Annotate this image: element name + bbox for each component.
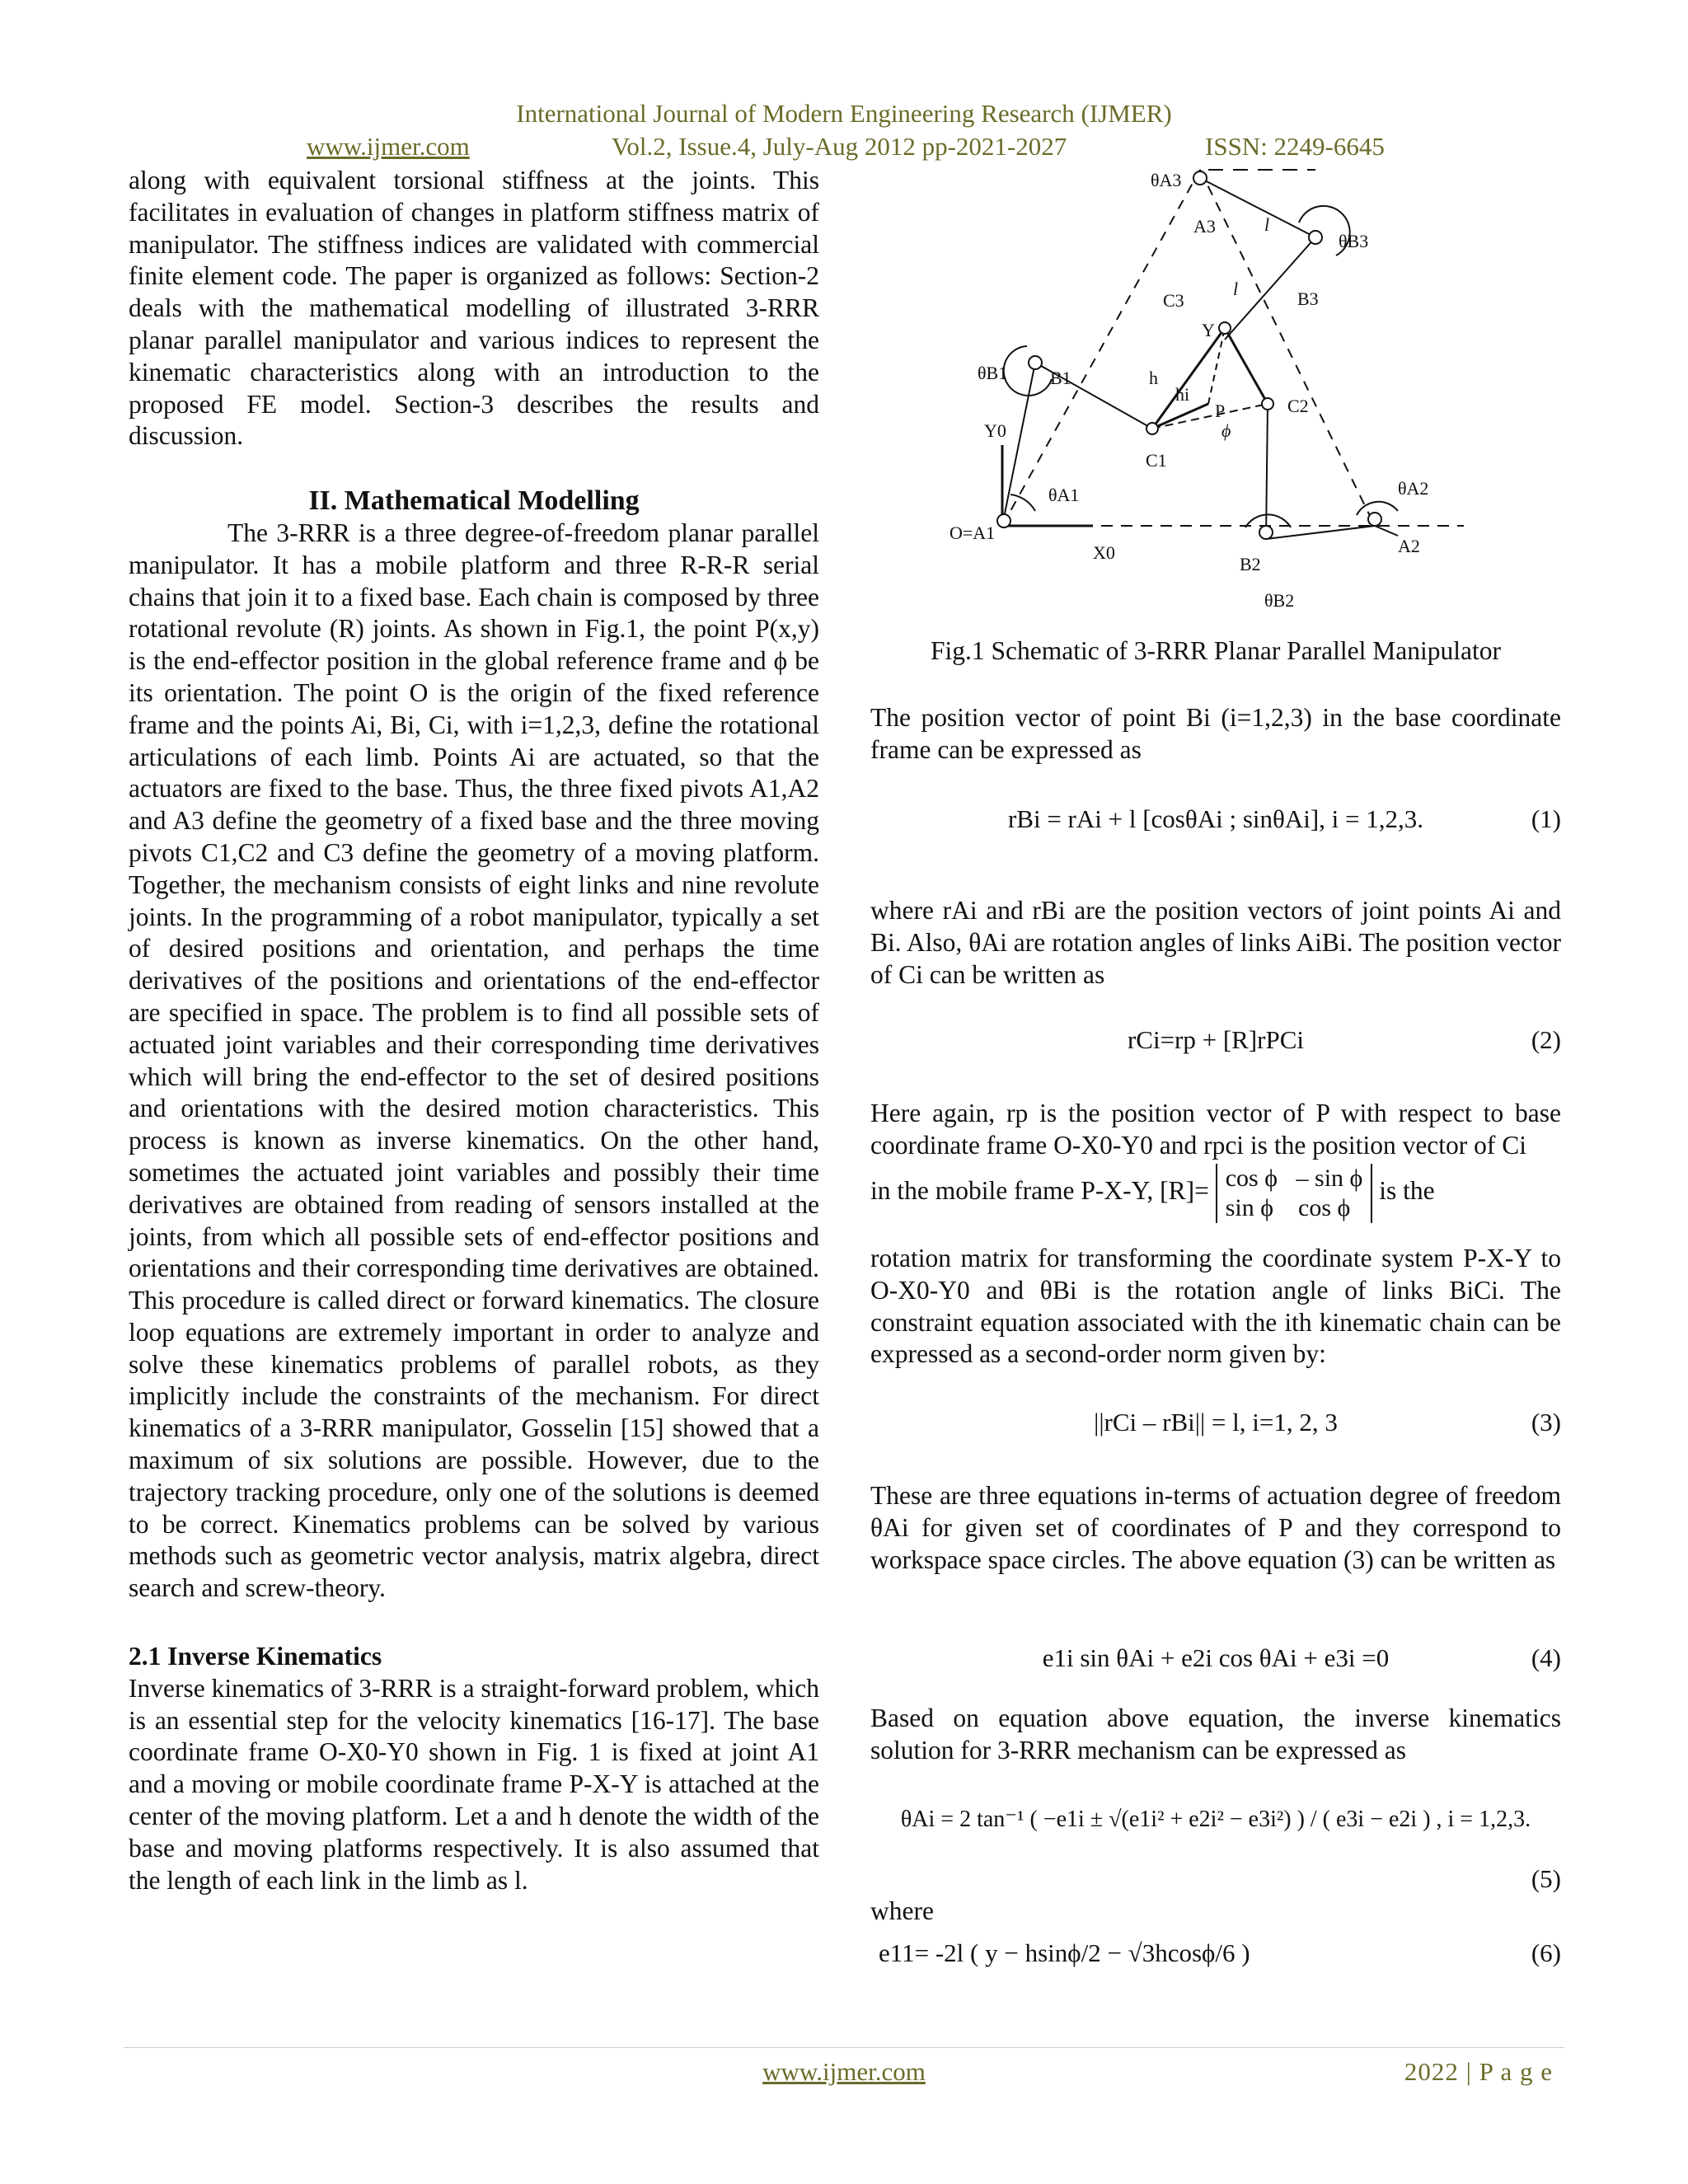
- position-vector-paragraph: The position vector of point Bi (i=1,2,3) in the base coordinate frame can be expressed as: [870, 703, 1561, 764]
- label-Y: Y: [1202, 320, 1215, 340]
- equation-6: [870, 1938, 1561, 1988]
- label-O-A1: O=A1: [950, 523, 996, 543]
- label-phi: ϕ: [1221, 420, 1231, 441]
- footer-page-number: 2022 | P a g e: [1404, 2057, 1553, 2086]
- equation-3-number: (3): [1531, 1408, 1561, 1436]
- footer-url-link[interactable]: www.ijmer.com: [762, 2057, 926, 2086]
- label-A3: A3: [1193, 216, 1216, 237]
- label-l-top: l: [1264, 214, 1270, 235]
- label-thetaB1: θB1: [978, 363, 1008, 383]
- label-thetaA2: θA2: [1398, 478, 1429, 499]
- label-B2: B2: [1240, 554, 1261, 574]
- label-thetaA3: θA3: [1151, 170, 1182, 190]
- rotation-matrix-tail: is the: [1379, 1176, 1435, 1206]
- matrix-r1c1: cos ϕ: [1225, 1165, 1278, 1192]
- label-B1: B1: [1050, 368, 1071, 388]
- label-P: P: [1215, 401, 1226, 421]
- rotation-paragraph: Here again, rp is the position vector of P with respect to base coordinate frame O-X0-Y0 and rpci is the position vector of Ci: [870, 1099, 1561, 1160]
- equation-1: [870, 804, 1561, 854]
- position-vector-definition-paragraph: where rAi and rBi are the position vectors of joint points Ai and Bi. Also, θAi are rotation angles of links AiBi. The position vector of Ci can be written as: [870, 896, 1561, 989]
- inverse-solution-paragraph: Based on equation above equation, the inverse kinematics solution for 3-RRR mechanism can be expressed as: [870, 1704, 1561, 1765]
- rotation-matrix: [1216, 1164, 1373, 1223]
- equation-1-number: (1): [1531, 804, 1561, 833]
- inverse-kinematics-paragraph: Inverse kinematics of 3-RRR is a straight-forward problem, which is an essential step for the velocity kinematics [16-17]. The base coordinate frame O-X0-Y0 shown in Fig. 1 is fixed at joint A1 and a moving or mobile coordinate frame P-X-Y is attached at the center of the moving platform. Let a and h denote the width of the base and moving platforms respectively. It is also assumed that the length of each link in the limb as l.: [129, 1673, 819, 1895]
- equation-1-body: rBi = rAi + l [cosθAi ; sinθAi], i = 1,2,3.: [1007, 804, 1424, 833]
- matrix-r2c1: sin ϕ: [1225, 1194, 1274, 1221]
- journal-title: International Journal of Modern Engineering Research (IJMER): [516, 99, 1172, 128]
- workspace-paragraph: These are three equations in-terms of actuation degree of freedom θAi for given set of coordinates of P and they correspond to workspace space circles. The above equation (3) can be written as: [870, 1481, 1561, 1574]
- equation-6-body: e11= -2l ( y − hsinϕ/2 − √3hcosϕ/6 ): [879, 1938, 1250, 1967]
- label-l-mid: l: [1233, 279, 1239, 299]
- footer-divider: [124, 2047, 1564, 2048]
- label-Y0: Y0: [984, 420, 1006, 441]
- equation-2: [870, 1025, 1561, 1075]
- label-C3: C3: [1163, 290, 1184, 311]
- constraint-paragraph: rotation matrix for transforming the coordinate system P-X-Y to O-X0-Y0 and θBi is the rotation angle of links BiCi. The constraint equation associated with the ith kinematic chain can be expressed as a second-order norm given by:: [870, 1244, 1561, 1369]
- equation-3: [870, 1408, 1561, 1457]
- equation-5-number: (5): [1531, 1864, 1561, 1893]
- label-h: h: [1149, 368, 1158, 388]
- label-thetaB3: θB3: [1339, 231, 1369, 251]
- equation-4-body: e1i sin θAi + e2i cos θAi + e3i =0: [1042, 1643, 1390, 1672]
- equation-3-body: ||rCi – rBi|| = l, i=1, 2, 3: [1094, 1408, 1338, 1436]
- rotation-matrix-line: [870, 1164, 1561, 1238]
- left-column: [129, 165, 819, 1896]
- label-A2: A2: [1398, 536, 1420, 556]
- intro-paragraph: along with equivalent torsional stiffness at the joints. This facilitates in evaluation of changes in platform stiffness matrix of manipulator. The stiffness indices are validated with commercial finite element code. The paper is organized as follows: Section-2 deals with the mathematical modelling of illustrated 3-RRR planar parallel manipulator and various indices to represent the kinematic characteristics along with an introduction to the proposed FE model. Section-3 describes the results and discussion.: [129, 166, 819, 451]
- equation-4-number: (4): [1531, 1643, 1561, 1672]
- label-B3: B3: [1297, 288, 1319, 309]
- label-X0: X0: [1093, 542, 1115, 563]
- label-C2: C2: [1287, 396, 1309, 416]
- equation-5-body: θAi = 2 tan⁻¹ ( −e1i ± √(e1i² + e2i² − e3i²) ) / ( e3i − e2i ) , i = 1,2,3.: [900, 1807, 1531, 1832]
- header-volume: Vol.2, Issue.4, July-Aug 2012 pp-2021-2027: [612, 132, 1067, 161]
- equation-2-number: (2): [1531, 1025, 1561, 1054]
- modelling-paragraph: The 3-RRR is a three degree-of-freedom planar parallel manipulator. It has a mobile platform and three R-R-R serial chains that join it to a fixed base. Each chain is composed by three rotational revolute (R) joints. As shown in Fig.1, the point P(x,y) is the end-effector position in the global reference frame and ϕ be its orientation. The point O is the origin of the fixed reference frame and the points Ai, Bi, Ci, with i=1,2,3, define the rotational articulations of each limb. Points Ai are actuated, so that the actuators are fixed to the base. Thus, the three fixed pivots A1,A2 and A3 define the geometry of a fixed base and the three moving pivots C1,C2 and C3 define the geometry of a moving platform. Together, the mechanism consists of eight links and nine revolute joints. In the programming of a robot manipulator, typically a set of desired positions and orientation, and perhaps the time derivatives of the positions and orientations of the end-effector are specified in space. The problem is to find all possible sets of actuated joint variables and their corresponding time derivatives which will bring the end-effector to the set of desired positions and orientations with the desired motion characteristics. This process is known as inverse kinematics. On the other hand, sometimes the actuated joint variables and possibly their time derivatives are obtained from reading of sensors installed at the joints, from which all possible sets of end-effector positions and orientations and their corresponding time derivatives are obtained. This procedure is called direct or forward kinematics. The closure loop equations are extremely important in order to analyze and solve these kinematics problems of parallel robots, as they implicitly include the constraints of the mechanism. For direct kinematics of a 3-RRR manipulator, Gosselin [15] showed that a maximum of six solutions are possible. However, due to the trajectory tracking procedure, only one of the solutions is deemed to be correct. Kinematics problems can be solved by various methods such as geometric vector analysis, matrix algebra, direct search and screw-theory.: [129, 518, 819, 1603]
- manipulator-schematic: [870, 140, 1561, 618]
- matrix-r2c2: cos ϕ: [1298, 1194, 1351, 1221]
- equation-6-number: (6): [1531, 1938, 1561, 1967]
- header-url-link[interactable]: www.ijmer.com: [307, 132, 470, 161]
- equation-4: [870, 1643, 1561, 1693]
- label-thetaB2: θB2: [1264, 590, 1295, 611]
- section-heading: II. Mathematical Modelling: [308, 485, 640, 517]
- label-thetaA1: θA1: [1048, 485, 1080, 505]
- figure-caption: Fig.1 Schematic of 3-RRR Planar Parallel Manipulator: [930, 636, 1501, 665]
- label-hi: hi: [1175, 384, 1190, 405]
- label-C1: C1: [1146, 450, 1167, 471]
- equation-2-body: rCi=rp + [R]rPCi: [1127, 1025, 1305, 1054]
- where-label: where: [870, 1896, 934, 1925]
- subsection-heading: 2.1 Inverse Kinematics: [129, 1642, 382, 1671]
- equation-5: [870, 1805, 1561, 1854]
- header-issn: ISSN: 2249-6645: [1205, 132, 1385, 161]
- rotation-matrix-lead: in the mobile frame P-X-Y, [R]=: [870, 1176, 1209, 1206]
- matrix-r1c2: – sin ϕ: [1296, 1165, 1363, 1192]
